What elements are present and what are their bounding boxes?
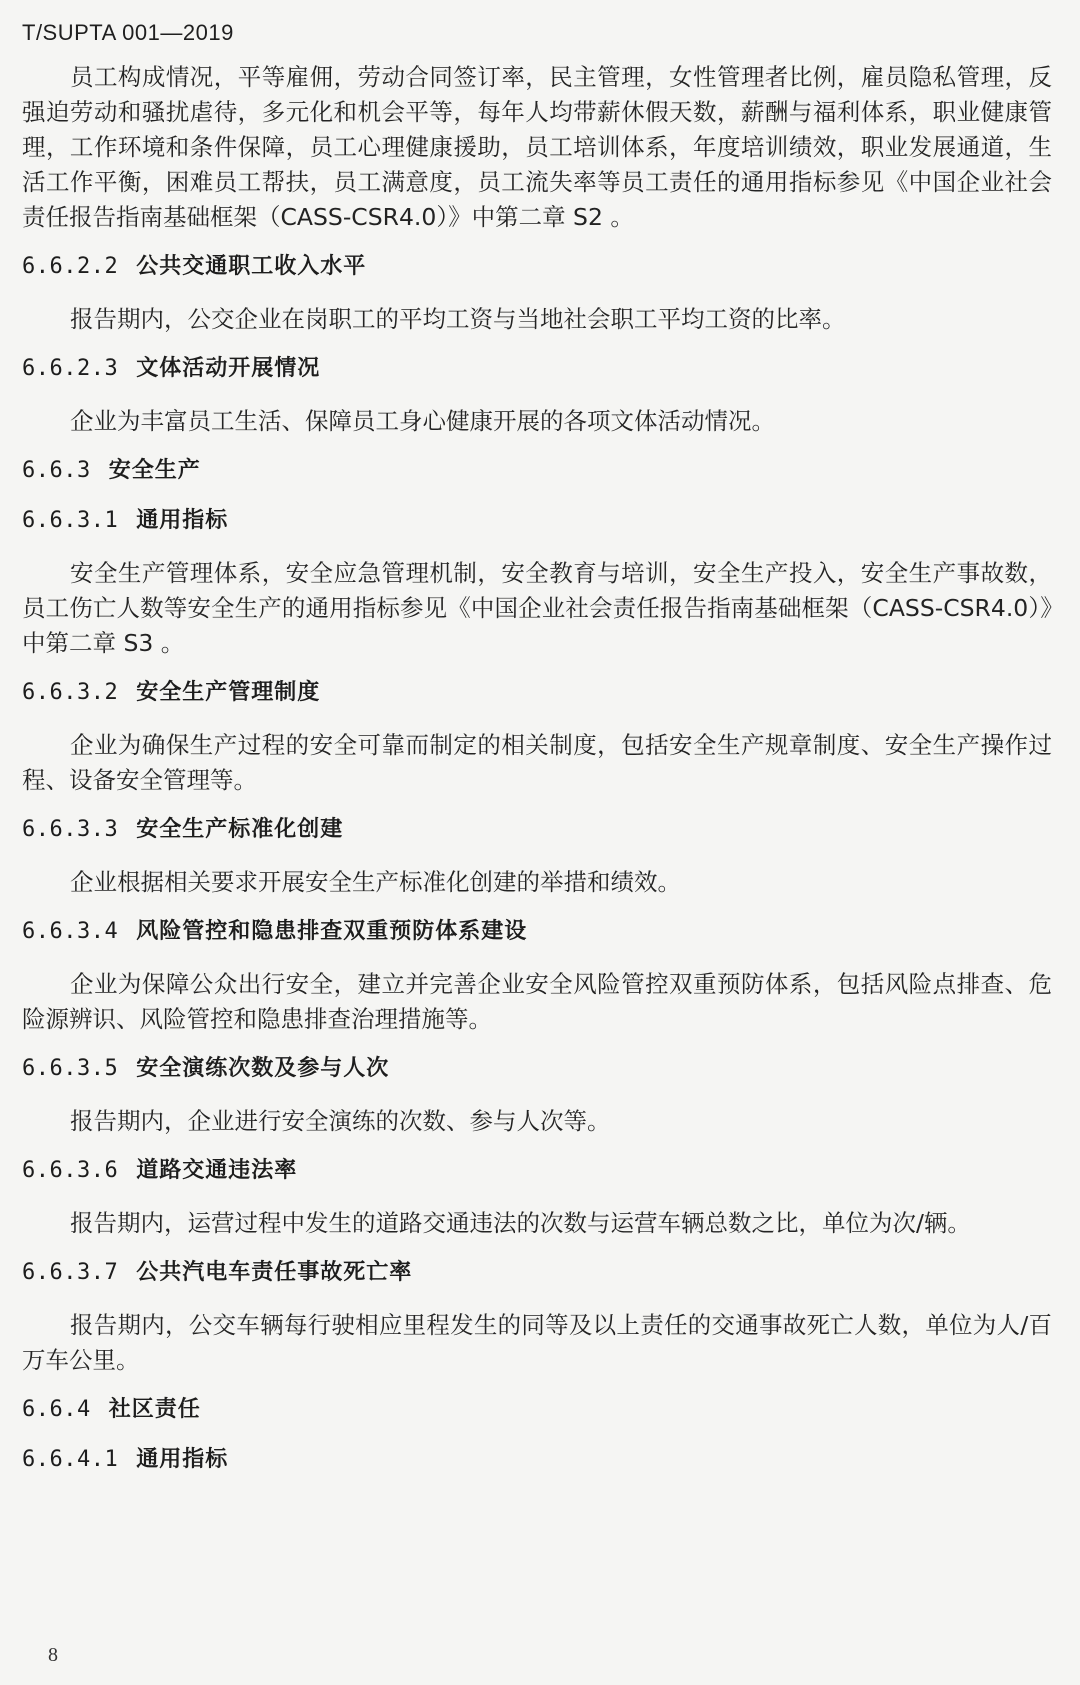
section-title: 通用指标 (136, 508, 229, 533)
section-heading (22, 678, 1052, 708)
section-title: 社区责任 (108, 1397, 201, 1422)
section-number: 6.6.3.5 (22, 1056, 119, 1081)
paragraph: 报告期内，运营过程中发生的道路交通违法的次数与运营车辆总数之比，单位为次/辆。 (70, 1209, 971, 1237)
section-title: 安全生产 (108, 458, 201, 483)
section-heading (22, 354, 1052, 384)
paragraph: 企业为保障公众出行安全，建立并完善企业安全风险管控双重预防体系，包括风险点排查、危险源辨识、风险管控和隐患排查治理措施等。 (22, 970, 1052, 1033)
section-heading (22, 815, 1052, 845)
section-heading (22, 1156, 1052, 1186)
section-number: 6.6.2.3 (22, 356, 119, 381)
section-number: 6.6.3.3 (22, 817, 119, 842)
section-heading (22, 456, 1052, 486)
document-body (22, 60, 1052, 1495)
section-title: 安全演练次数及参与人次 (136, 1056, 390, 1081)
section-title: 风险管控和隐患排查双重预防体系建设 (136, 919, 528, 944)
section-heading (22, 506, 1052, 536)
section-title: 道路交通违法率 (136, 1158, 298, 1183)
paragraph: 安全生产管理体系，安全应急管理机制，安全教育与培训，安全生产投入，安全生产事故数，员工伤亡人数等安全生产的通用指标参见《中国企业社会责任报告指南基础框架（CASS-CSR4.0）》中第二章 S3 。 (22, 559, 1052, 657)
section-heading (22, 1395, 1052, 1425)
section-number: 6.6.3.2 (22, 680, 119, 705)
section-title: 通用指标 (136, 1447, 229, 1472)
paragraph: 报告期内，公交车辆每行驶相应里程发生的同等及以上责任的交通事故死亡人数，单位为人/百万车公里。 (22, 1311, 1052, 1374)
paragraph: 报告期内，企业进行安全演练的次数、参与人次等。 (70, 1107, 611, 1135)
section-title: 安全生产管理制度 (136, 680, 321, 705)
section-title: 安全生产标准化创建 (136, 817, 344, 842)
section-title: 公共汽电车责任事故死亡率 (136, 1260, 413, 1285)
section-title: 文体活动开展情况 (136, 356, 321, 381)
section-number: 6.6.4.1 (22, 1447, 119, 1472)
section-number: 6.6.4 (22, 1397, 91, 1422)
section-heading (22, 1054, 1052, 1084)
paragraph: 员工构成情况，平等雇佣，劳动合同签订率，民主管理，女性管理者比例，雇员隐私管理，反强迫劳动和骚扰虐待，多元化和机会平等，每年人均带薪休假天数，薪酬与福利体系，职业健康管理，工作环境和条件保障，员工心理健康援助，员工培训体系，年度培训绩效，职业发展通道，生活工作平衡，困难员工帮扶，员工满意度，员工流失率等员工责任的通用指标参见《中国企业社会责任报告指南基础框架（CASS-CSR4.0）》中第二章 S2 。 (22, 63, 1052, 231)
section-number: 6.6.3.4 (22, 919, 119, 944)
section-number: 6.6.2.2 (22, 254, 119, 279)
section-heading (22, 917, 1052, 947)
section-heading (22, 252, 1052, 282)
section-number: 6.6.3 (22, 458, 91, 483)
section-number: 6.6.3.7 (22, 1260, 119, 1285)
section-title: 公共交通职工收入水平 (136, 254, 367, 279)
paragraph: 企业为丰富员工生活、保障员工身心健康开展的各项文体活动情况。 (70, 407, 775, 435)
paragraph: 报告期内，公交企业在岗职工的平均工资与当地社会职工平均工资的比率。 (70, 305, 846, 333)
section-heading (22, 1258, 1052, 1288)
document-id: T/SUPTA 001—2019 (22, 20, 234, 45)
paragraph: 企业为确保生产过程的安全可靠而制定的相关制度，包括安全生产规章制度、安全生产操作过程、设备安全管理等。 (22, 731, 1052, 794)
paragraph: 企业根据相关要求开展安全生产标准化创建的举措和绩效。 (70, 868, 681, 896)
page-number: 8 (48, 1644, 58, 1666)
section-heading (22, 1445, 1052, 1475)
section-number: 6.6.3.6 (22, 1158, 119, 1183)
section-number: 6.6.3.1 (22, 508, 119, 533)
